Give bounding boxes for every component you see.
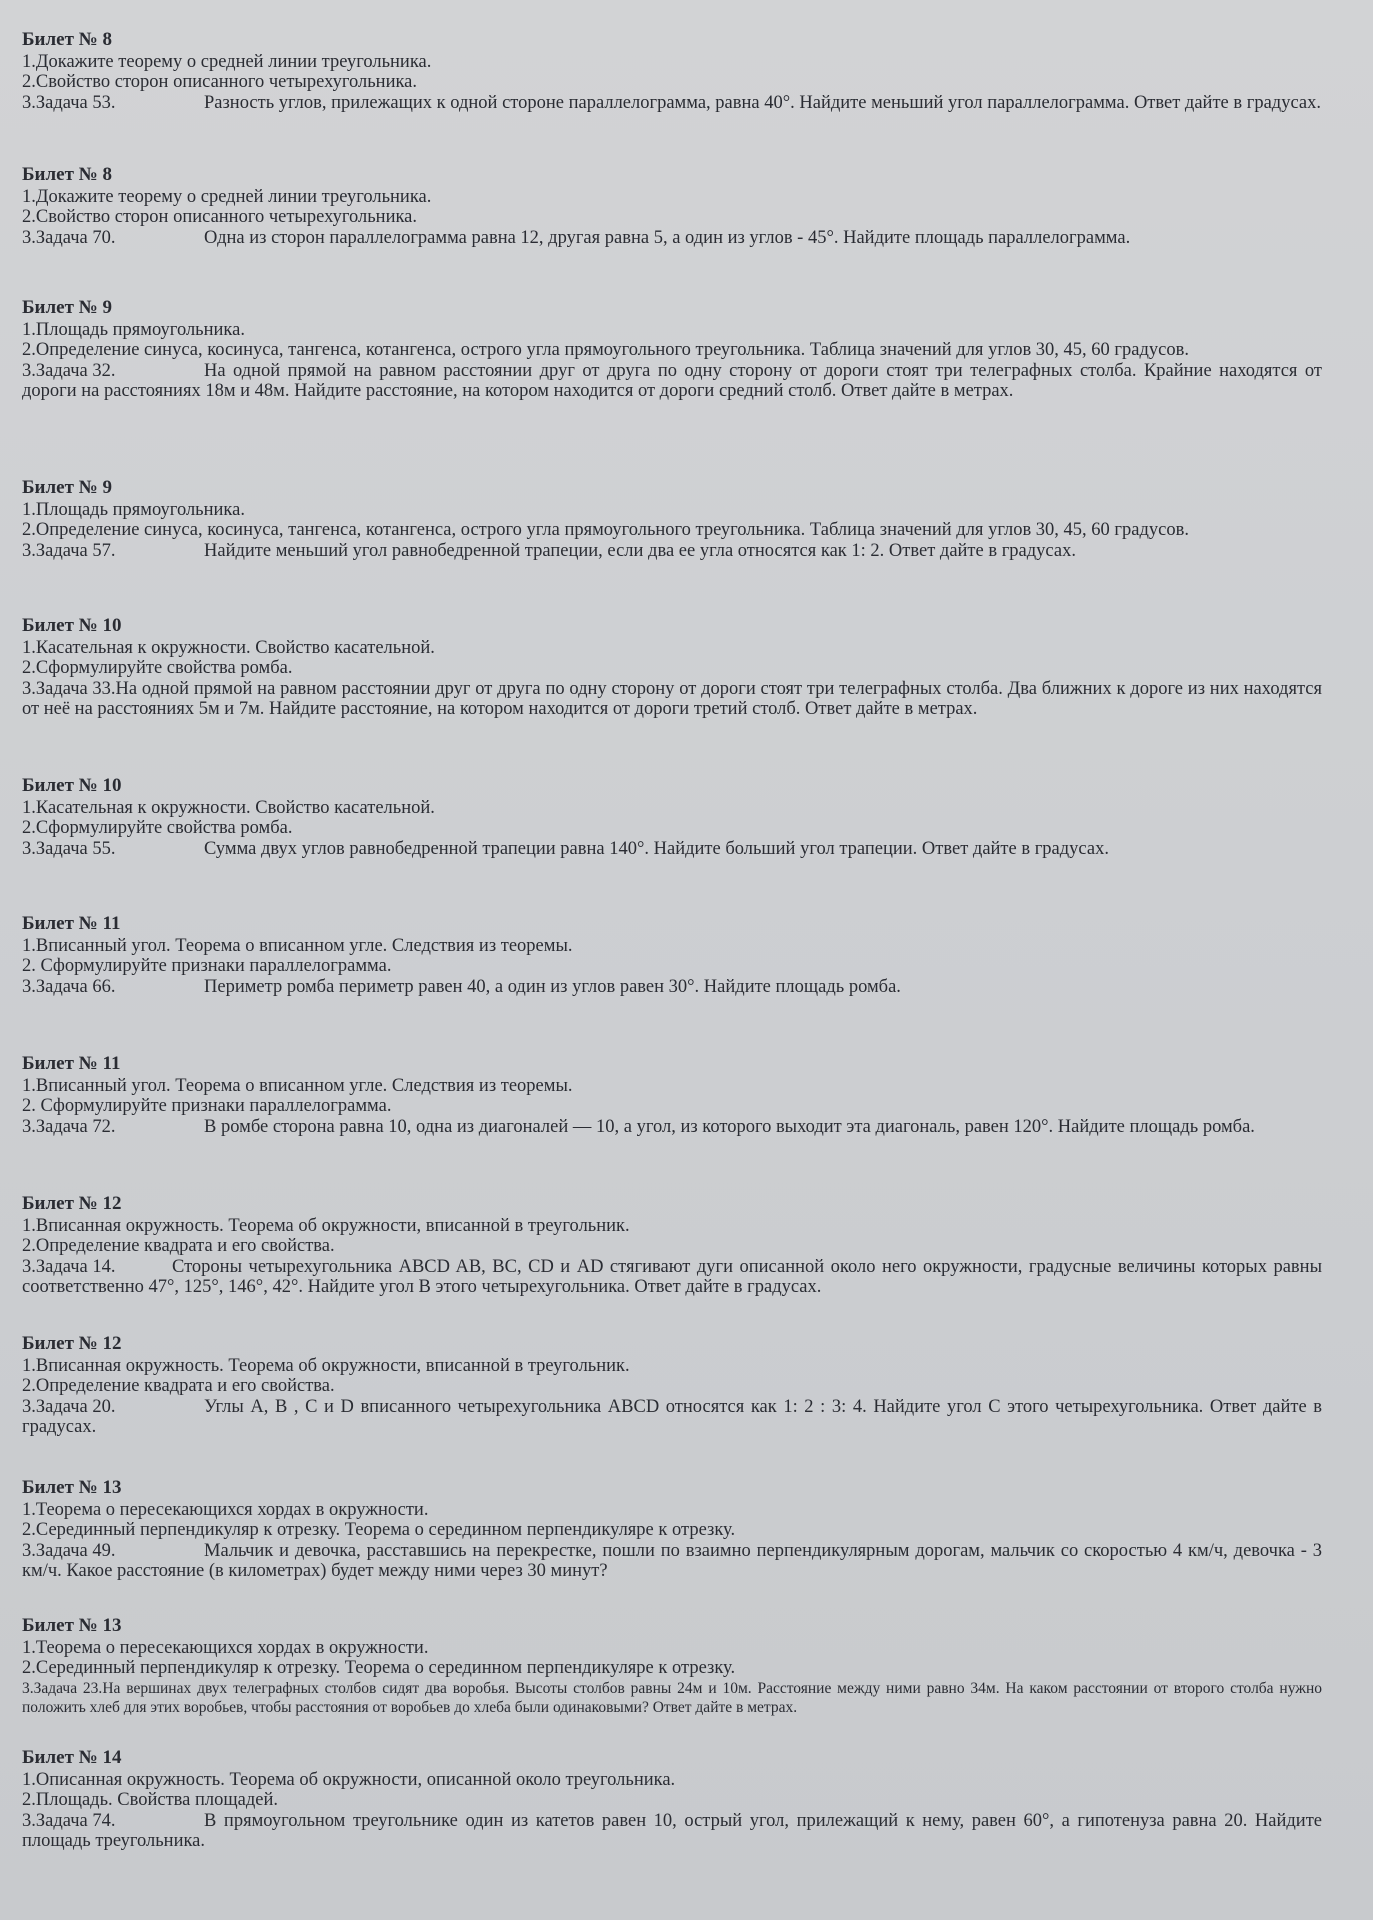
ticket-title: Билет № 10 bbox=[22, 775, 122, 796]
task bbox=[22, 1397, 1322, 1438]
question-1: 1.Касательная к окружности. Свойство касательной. bbox=[22, 797, 435, 818]
task-text: Мальчик и девочка, расставшись на перекрестке, пошли по взаимно перпендикулярным дорогам, мальчик со скоростью 4 км/ч, девочка - 3 км/ч. Какое расстояние (в километрах) будет между ними через 30 минут? bbox=[22, 1540, 1322, 1581]
task-text: Стороны четырехугольника ABCD AB, BC, CD и AD стягивают дуги описанной около него окружности, градусные величины которых равны соответственно 47°, 125°, 146°, 42°. Найдите угол B этого четырехугольника. Ответ дайте в градусах. bbox=[22, 1256, 1322, 1297]
task-label: 3.Задача 55. bbox=[22, 838, 116, 859]
task bbox=[22, 839, 1322, 860]
ticket-title: Билет № 11 bbox=[22, 913, 121, 934]
question-1: 1.Вписанная окружность. Теорема об окружности, вписанной в треугольник. bbox=[22, 1355, 630, 1376]
task-label: 3.Задача 33. bbox=[22, 678, 116, 699]
ticket-9b bbox=[22, 478, 1322, 561]
task bbox=[22, 679, 1322, 720]
task-label: 3.Задача 57. bbox=[22, 540, 116, 561]
task-text: Разность углов, прилежащих к одной стороне параллелограмма, равна 40°. Найдите меньший угол параллелограмма. Ответ дайте в градусах. bbox=[204, 92, 1321, 113]
ticket-11a bbox=[22, 914, 1322, 997]
question-1: 1.Докажите теорему о средней линии треугольника. bbox=[22, 51, 432, 72]
ticket-title: Билет № 8 bbox=[22, 164, 113, 185]
question-1: 1.Докажите теорему о средней линии треугольника. bbox=[22, 186, 432, 207]
ticket-9a bbox=[22, 298, 1322, 402]
ticket-title: Билет № 12 bbox=[22, 1193, 122, 1214]
task-text: В прямоугольном треугольнике один из катетов равен 10, острый угол, прилежащий к нему, равен 60°, а гипотенуза равна 20. Найдите площадь треугольника. bbox=[22, 1810, 1322, 1851]
question-2: 2.Серединный перпендикуляр к отрезку. Теорема о серединном перпендикуляре к отрезку. bbox=[22, 1520, 736, 1540]
task-label: 3.Задача 70. bbox=[22, 227, 116, 248]
question-2: 2.Сформулируйте свойства ромба. bbox=[22, 658, 293, 678]
ticket-14 bbox=[22, 1748, 1322, 1852]
question-1: 1.Касательная к окружности. Свойство касательной. bbox=[22, 637, 435, 658]
question-2: 2.Серединный перпендикуляр к отрезку. Теорема о серединном перпендикуляре к отрезку. bbox=[22, 1658, 736, 1678]
ticket-8a bbox=[22, 30, 1322, 113]
question-1: 1.Теорема о пересекающихся хордах в окружности. bbox=[22, 1637, 429, 1658]
task-text: Одна из сторон параллелограмма равна 12, другая равна 5, а один из углов - 45°. Найдите площадь параллелограмма. bbox=[204, 227, 1131, 248]
task-text: На вершинах двух телеграфных столбов сидят два воробья. Высоты столбов равны 24м и 10м. Расстояние между ними равно 34м. На каком расстоянии от второго столба нужно положить хлеб для этих воробьев, чтобы расстояния от воробьев до хлеба были одинаковыми? Ответ дайте в метрах. bbox=[22, 1679, 1322, 1716]
ticket-10b bbox=[22, 776, 1322, 859]
task-text: Найдите меньший угол равнобедренной трапеции, если два ее угла относятся как 1: 2. Ответ дайте в градусах. bbox=[204, 540, 1076, 561]
question-1: 1.Площадь прямоугольника. bbox=[22, 319, 245, 340]
task-label: 3.Задача 53. bbox=[22, 92, 116, 113]
task-label: 3.Задача 23. bbox=[22, 1679, 103, 1697]
task bbox=[22, 361, 1322, 402]
question-2: 2.Определение синуса, косинуса, тангенса, котангенса, острого угла прямоугольного треугольника. Таблица значений для углов 30, 45, 60 градусов. bbox=[22, 340, 1189, 360]
ticket-title: Билет № 11 bbox=[22, 1053, 121, 1074]
ticket-8b bbox=[22, 165, 1322, 248]
question-1: 1.Теорема о пересекающихся хордах в окружности. bbox=[22, 1499, 429, 1520]
ticket-12b bbox=[22, 1334, 1322, 1438]
question-2: 2.Определение квадрата и его свойства. bbox=[22, 1236, 335, 1256]
question-1: 1.Вписанный угол. Теорема о вписанном угле. Следствия из теоремы. bbox=[22, 1075, 573, 1096]
task-text: Углы A, B , C и D вписанного четырехугольника ABCD относятся как 1: 2 : 3: 4. Найдите угол C этого четырехугольника. Ответ дайте в градусах. bbox=[22, 1396, 1322, 1437]
task-label: 3.Задача 32. bbox=[22, 360, 116, 381]
ticket-title: Билет № 13 bbox=[22, 1477, 122, 1498]
task bbox=[22, 1257, 1322, 1298]
task-label: 3.Задача 66. bbox=[22, 976, 116, 997]
task-label: 3.Задача 20. bbox=[22, 1396, 116, 1417]
question-1: 1.Площадь прямоугольника. bbox=[22, 499, 245, 520]
task-text: На одной прямой на равном расстоянии друг от друга по одну сторону от дороги стоят три телеграфных столба. Два ближних к дороге из них находятся от неё на расстояниях 5м и 7м. Найдите расстояние, на котором находится от дороги третий столб. Ответ дайте в метрах. bbox=[22, 678, 1322, 719]
question-1: 1.Вписанная окружность. Теорема об окружности, вписанной в треугольник. bbox=[22, 1215, 630, 1236]
task-text: Периметр ромба периметр равен 40, а один из углов равен 30°. Найдите площадь ромба. bbox=[204, 976, 901, 997]
task-text: Сумма двух углов равнобедренной трапеции равна 140°. Найдите больший угол трапеции. Ответ дайте в градусах. bbox=[204, 838, 1109, 859]
ticket-12a bbox=[22, 1194, 1322, 1298]
question-2: 2.Сформулируйте свойства ромба. bbox=[22, 818, 293, 838]
question-1: 1.Вписанный угол. Теорема о вписанном угле. Следствия из теоремы. bbox=[22, 935, 573, 956]
ticket-11b bbox=[22, 1054, 1322, 1137]
ticket-13a bbox=[22, 1478, 1322, 1582]
question-2: 2.Свойство сторон описанного четырехугольника. bbox=[22, 72, 418, 92]
task-text: На одной прямой на равном расстоянии друг от друга по одну сторону от дороги стоят три телеграфных столба. Крайние находятся от дороги на расстояниях 18м и 48м. Найдите расстояние, на котором находится от дороги средний столб. Ответ дайте в метрах. bbox=[22, 360, 1322, 401]
question-1: 1.Описанная окружность. Теорема об окружности, описанной около треугольника. bbox=[22, 1769, 676, 1790]
task bbox=[22, 93, 1322, 114]
task bbox=[22, 1679, 1322, 1717]
task-text: В ромбе сторона равна 10, одна из диагоналей — 10, а угол, из которого выходит эта диагональ, равен 120°. Найдите площадь ромба. bbox=[204, 1116, 1255, 1137]
task-label: 3.Задача 49. bbox=[22, 1540, 116, 1561]
ticket-title: Билет № 9 bbox=[22, 477, 113, 498]
ticket-title: Билет № 10 bbox=[22, 615, 122, 636]
question-2: 2. Сформулируйте признаки параллелограмма. bbox=[22, 1096, 392, 1116]
question-2: 2.Свойство сторон описанного четырехугольника. bbox=[22, 207, 418, 227]
task bbox=[22, 1541, 1322, 1582]
task-label: 3.Задача 72. bbox=[22, 1116, 116, 1137]
task bbox=[22, 977, 1322, 998]
ticket-13b bbox=[22, 1616, 1322, 1717]
ticket-title: Билет № 14 bbox=[22, 1747, 122, 1768]
task-label: 3.Задача 74. bbox=[22, 1810, 116, 1831]
question-2: 2.Определение квадрата и его свойства. bbox=[22, 1376, 335, 1396]
ticket-10a bbox=[22, 616, 1322, 720]
question-2: 2.Определение синуса, косинуса, тангенса, котангенса, острого угла прямоугольного треугольника. Таблица значений для углов 30, 45, 60 градусов. bbox=[22, 520, 1189, 540]
task-label: 3.Задача 14. bbox=[22, 1256, 116, 1277]
ticket-title: Билет № 9 bbox=[22, 297, 113, 318]
task bbox=[22, 1811, 1322, 1852]
ticket-title: Билет № 13 bbox=[22, 1615, 122, 1636]
ticket-title: Билет № 8 bbox=[22, 29, 113, 50]
ticket-title: Билет № 12 bbox=[22, 1333, 122, 1354]
question-2: 2.Площадь. Свойства площадей. bbox=[22, 1790, 278, 1810]
task bbox=[22, 541, 1322, 562]
task bbox=[22, 1117, 1322, 1138]
question-2: 2. Сформулируйте признаки параллелограмма. bbox=[22, 956, 392, 976]
task bbox=[22, 228, 1322, 249]
